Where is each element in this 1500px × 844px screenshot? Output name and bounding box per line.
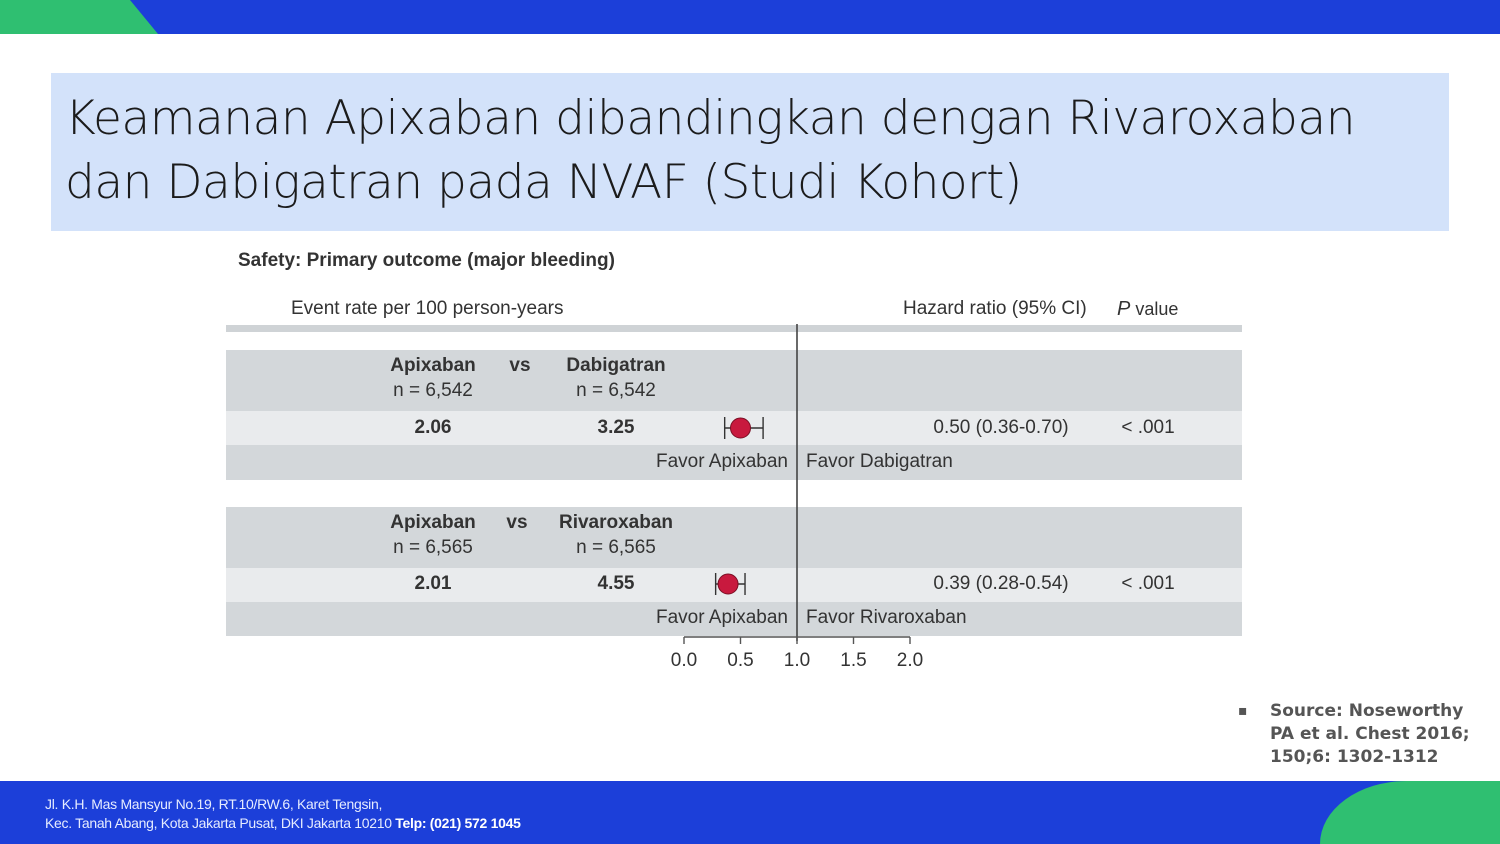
comparison-2-right-drug: Rivaroxaban [558,512,674,533]
comparison-2-left-drug: Apixaban [390,512,476,533]
comparison-1-p-text: < .001 [1121,417,1175,438]
footer-address-line-2 [45,814,521,833]
comparison-2-favor-left: Favor Apixaban [655,607,788,628]
x-tick-label-3: 1.5 [840,650,867,671]
comparison-1-favor-right: Favor Dabigatran [806,451,953,472]
footer-accent [1320,781,1500,844]
comparison-1-vs: vs [509,355,531,376]
chart-title: Safety: Primary outcome (major bleeding) [238,250,615,271]
footer-bar [0,781,1500,844]
comparison-1-left-rate: 2.06 [414,417,452,438]
comparison-1-left-drug: Apixaban [390,355,476,376]
comparison-2-hr-text: 0.39 (0.28-0.54) [933,573,1069,594]
x-tick-label-1: 0.5 [727,650,754,671]
hazard-ratio-header: Hazard ratio (95% CI) [903,298,1087,319]
comparison-1-favor-left: Favor Apixaban [655,451,788,472]
comparison-2-p-text: < .001 [1121,573,1175,594]
p-value-word: value [1130,299,1179,319]
comparison-1-right-rate: 3.25 [597,417,635,438]
slide-title-line-1: Keamanan Apixaban dibandingkan dengan Rivaroxaban [65,91,1355,146]
hazard-ratio-point-2 [718,574,738,594]
comparison-1-right-drug: Dabigatran [566,355,666,376]
footer-address-line-1: Jl. K.H. Mas Mansyur No.19, RT.10/RW.6, Karet Tengsin, [45,796,383,812]
comparison-2-favor-right: Favor Rivaroxaban [806,607,967,628]
footer-address [45,795,521,833]
comparison-1-left-n: n = 6,542 [393,380,473,401]
hazard-ratio-point-1 [731,418,751,438]
comparison-2-left-n: n = 6,565 [393,537,473,558]
slide-title-line-2: dan Dabigatran pada NVAF (Studi Kohort) [65,155,1022,210]
comparison-2-vs: vs [506,512,528,533]
comparison-2-right-n: n = 6,565 [576,537,656,558]
comparison-2-left-rate: 2.01 [414,573,452,594]
source-text: Source: Noseworthy PA et al. Chest 2016; 150;6: 1302-1312 [1270,701,1470,767]
x-tick-label-2: 1.0 [783,650,811,671]
source-bullet: ▪ [1238,703,1248,719]
x-tick-label-4: 2.0 [896,650,924,671]
p-italic: P [1117,298,1131,320]
footer-phone: Telp: (021) 572 1045 [395,815,521,831]
comparison-2-right-rate: 4.55 [597,573,635,594]
footer-address-line-2-text: Kec. Tanah Abang, Kota Jakarta Pusat, DKI Jakarta 10210 [45,815,392,831]
comparison-1-right-n: n = 6,542 [576,380,656,401]
comparison-1-hr-text: 0.50 (0.36-0.70) [933,417,1069,438]
x-tick-label-0: 0.0 [670,650,698,671]
event-rate-header: Event rate per 100 person-years [291,298,564,319]
